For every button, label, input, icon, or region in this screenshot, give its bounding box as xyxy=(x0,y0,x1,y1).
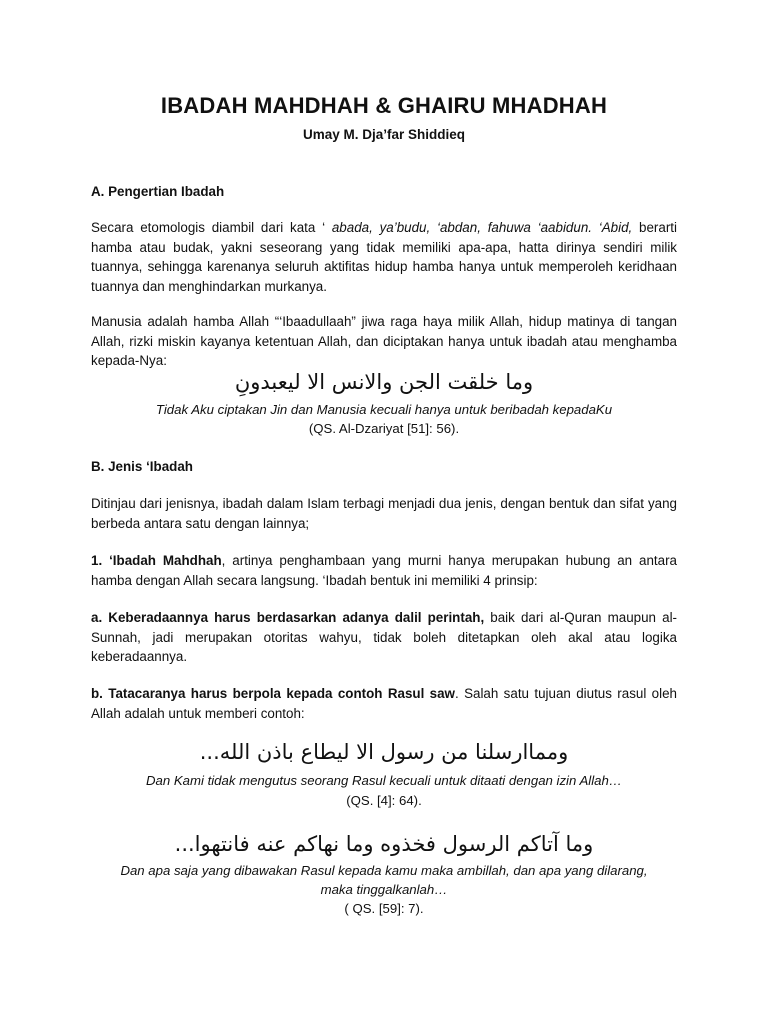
section-b-heading: B. Jenis ‘Ibadah xyxy=(91,459,193,474)
principle-a xyxy=(91,608,677,667)
bold-term: a. Keberadaannya harus berdasarkan adanya dalil perintah, xyxy=(91,610,485,625)
section-a-heading: A. Pengertian Ibadah xyxy=(91,184,225,199)
verse-3-translation-line-1 xyxy=(60,861,708,880)
translation-text: maka tinggalkanlah… xyxy=(320,882,448,897)
paragraph-text: . Salah satu tujuan diutus rasul oleh Allah adalah untuk memberi contoh: xyxy=(91,686,677,721)
section-a-paragraph-2: Manusia adalah hamba Allah “‘Ibaadullaah” jiwa raga haya milik Allah, hidup matinya di tangan Allah, rizki miskin kayanya ketentuan Allah, dan diciptakan hanya untuk ibadah atau menghamba kepada-Nya: xyxy=(91,314,677,368)
verse-1-translation xyxy=(60,400,708,419)
document-title: IBADAH MAHDHAH & GHAIRU MHADHAH xyxy=(160,93,608,118)
verse-3-translation-line-2 xyxy=(60,880,708,899)
bold-term: b. Tatacaranya harus berpola kepada contoh Rasul saw xyxy=(91,686,455,701)
verse-3-reference: ( QS. [59]: 7). xyxy=(344,901,424,916)
translation-text: Dan Kami tidak mengutus seorang Rasul kecuali untuk ditaati dengan izin Allah… xyxy=(146,773,622,788)
paragraph-italic-text: abada, ya’budu, ‘abdan, fahuwa ‘aabidun. ‘Abid, xyxy=(331,220,633,235)
mahdhah-definition xyxy=(91,551,677,590)
arabic-verse-3: وما آتاكم الرسول فخذوه وما نهاكم عنه فانتهوا... xyxy=(174,832,594,856)
verse-1-reference: (QS. Al-Dzariyat [51]: 56). xyxy=(308,421,460,436)
paragraph-text: berarti hamba atau budak, yakni seseorang yang tidak memiliki apa-apa, hatta dirinya sendiri milik tuannya, sehingga karenanya seluruh aktifitas hidup hamba hanya untuk memperoleh keridhaan tuannya dan menghindarkan murkanya. xyxy=(91,220,677,294)
principle-b xyxy=(91,684,677,723)
paragraph-text: baik dari al-Quran maupun al-Sunnah, jadi merupakan otoritas wahyu, tidak boleh ditetapkan oleh akal atau logika keberadaannya. xyxy=(91,610,677,664)
author-name: Umay M. Dja’far Shiddieq xyxy=(302,127,466,142)
bold-term: 1. ‘Ibadah Mahdhah xyxy=(91,553,222,568)
translation-text: Tidak Aku ciptakan Jin dan Manusia kecuali hanya untuk beribadah kepadaKu xyxy=(155,402,613,417)
verse-2-translation xyxy=(60,771,708,790)
section-a-paragraph-1 xyxy=(91,218,677,296)
translation-text: Dan apa saja yang dibawakan Rasul kepada kamu maka ambillah, dan apa yang dilarang, xyxy=(120,863,648,878)
arabic-verse-2: ومماارسلنا من رسول الا ليطاع باذن الله... xyxy=(199,740,569,764)
section-b-paragraph-1: Ditinjau dari jenisnya, ibadah dalam Islam terbagi menjadi dua jenis, dengan bentuk dan sifat yang berbeda antara satu dengan lainnya; xyxy=(91,496,677,531)
verse-2-reference: (QS. [4]: 64). xyxy=(346,793,422,808)
paragraph-text: Secara etomologis diambil dari kata ‘ xyxy=(91,220,332,235)
arabic-verse-1: وما خلقت الجن والانس الا ليعبدونِ xyxy=(234,370,534,394)
paragraph-text: , artinya penghambaan yang murni hanya merupakan hubung an antara hamba dengan Allah secara langsung. ‘Ibadah bentuk ini memiliki 4 prinsip: xyxy=(91,553,677,588)
